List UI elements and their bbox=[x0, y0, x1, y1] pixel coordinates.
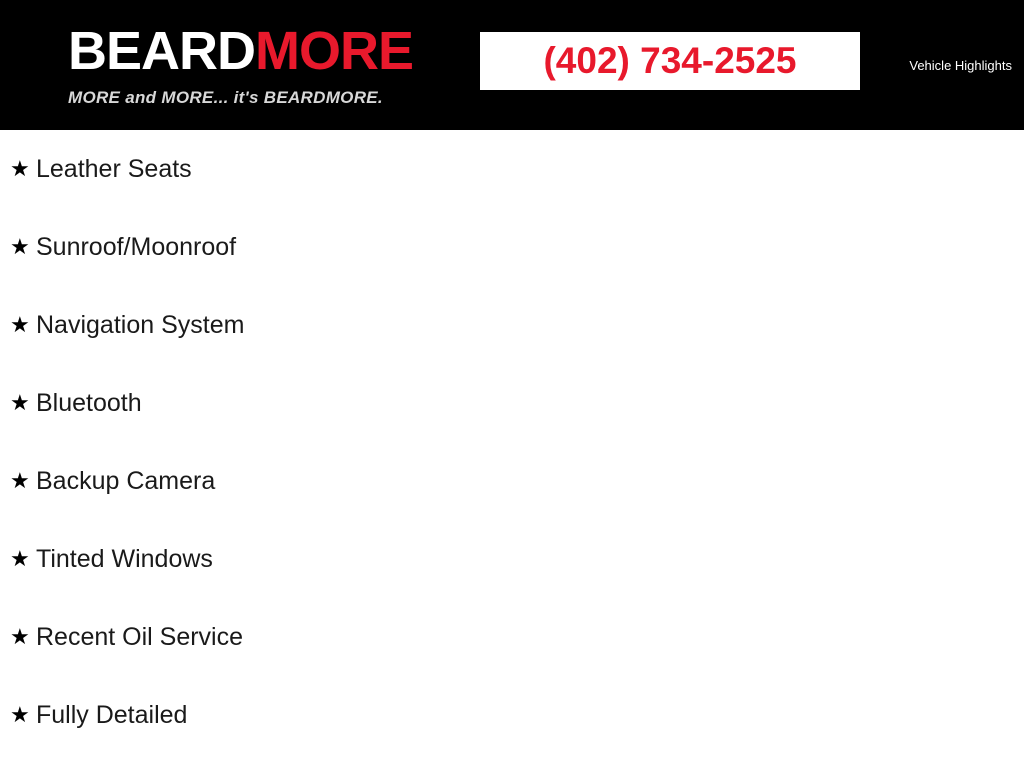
star-icon: ★ bbox=[10, 702, 30, 727]
dealer-logo bbox=[68, 22, 468, 108]
list-item-label: Navigation System bbox=[36, 311, 245, 339]
list-item bbox=[0, 442, 1024, 520]
star-icon: ★ bbox=[10, 234, 30, 259]
star-icon: ★ bbox=[10, 468, 30, 493]
list-item-label: Leather Seats bbox=[36, 155, 192, 183]
brand-wordmark-second: MORE bbox=[255, 21, 414, 81]
list-item-label: Sunroof/Moonroof bbox=[36, 233, 237, 261]
star-icon: ★ bbox=[10, 624, 30, 649]
list-item bbox=[0, 520, 1024, 598]
list-item bbox=[0, 598, 1024, 676]
list-item bbox=[0, 286, 1024, 364]
brand-tagline: MORE and MORE... it's BEARDMORE. bbox=[68, 88, 383, 107]
list-item-label: Bluetooth bbox=[36, 389, 142, 417]
list-item-label: Tinted Windows bbox=[36, 545, 213, 573]
star-icon: ★ bbox=[10, 546, 30, 571]
list-item-label: Recent Oil Service bbox=[36, 623, 244, 651]
brand-wordmark bbox=[68, 22, 468, 80]
list-item bbox=[0, 364, 1024, 442]
star-icon: ★ bbox=[10, 156, 30, 181]
section-title: Vehicle Highlights bbox=[909, 58, 1012, 73]
brand-wordmark-first: BEARD bbox=[68, 21, 256, 81]
dealer-header-banner bbox=[0, 0, 1024, 130]
list-item bbox=[0, 676, 1024, 754]
star-icon: ★ bbox=[10, 312, 30, 337]
list-item-label: Fully Detailed bbox=[36, 701, 188, 729]
list-item-label: Backup Camera bbox=[36, 467, 216, 495]
vehicle-highlights-list bbox=[0, 130, 1024, 754]
phone-number-box[interactable] bbox=[480, 32, 860, 90]
list-item bbox=[0, 208, 1024, 286]
list-item bbox=[0, 130, 1024, 208]
phone-number-text: (402) 734-2525 bbox=[543, 40, 797, 81]
star-icon: ★ bbox=[10, 390, 30, 415]
